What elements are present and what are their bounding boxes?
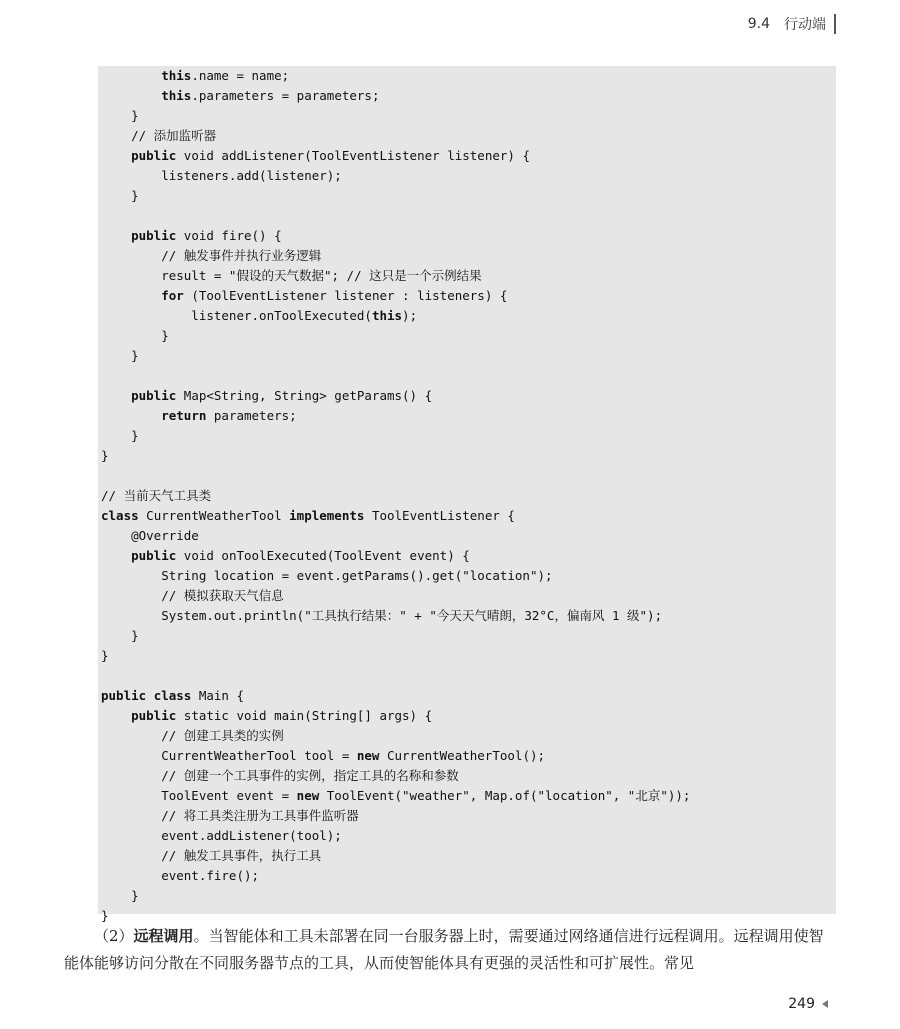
- code-line: public void onToolExecuted(ToolEvent event) {: [131, 548, 470, 563]
- page-marker-icon: [822, 1000, 828, 1008]
- code-line: }: [101, 908, 109, 923]
- code-line: // 触发工具事件，执行工具: [101, 848, 322, 863]
- code-line: // 触发事件并执行业务逻辑: [101, 248, 322, 263]
- code-line: String location = event.getParams().get("location");: [101, 568, 553, 583]
- code-line: for (ToolEventListener listener : listeners) {: [161, 288, 508, 303]
- running-header: [748, 14, 836, 34]
- code-line: [101, 206, 690, 226]
- code-line: }: [101, 108, 139, 123]
- code-line: listener.onToolExecuted(this);: [101, 308, 418, 323]
- code-line: }: [101, 348, 139, 363]
- paragraph-text: 。当智能体和工具未部署在同一台服务器上时，需要通过网络通信进行远程调用。远程调用使智能体能够访问分散在不同服务器节点的工具，从而使智能体具有更强的灵活性和可扩展性。常见: [64, 927, 824, 972]
- code-line: }: [101, 628, 139, 643]
- page-number: 249: [788, 996, 815, 1012]
- code-line: result = "假设的天气数据"; // 这只是一个示例结果: [101, 268, 482, 283]
- section-title: 行动端: [784, 17, 826, 33]
- code-line: }: [101, 448, 109, 463]
- code-line: // 当前天气工具类: [101, 488, 212, 503]
- code-line: public void fire() {: [131, 228, 282, 243]
- paragraph-term: 远程调用: [133, 927, 194, 945]
- code-line: [101, 466, 690, 486]
- page-footer: [788, 996, 828, 1012]
- code-line: }: [101, 188, 139, 203]
- code-line: // 将工具类注册为工具事件监听器: [101, 808, 359, 823]
- header-divider: [834, 14, 836, 34]
- code-block: [98, 66, 836, 923]
- code-line: public Map<String, String> getParams() {: [131, 388, 433, 403]
- code-line: return parameters;: [161, 408, 297, 423]
- code-line: // 创建一个工具事件的实例，指定工具的名称和参数: [101, 768, 459, 783]
- code-line: this.name = name;: [161, 68, 290, 83]
- code-line: // 模拟获取天气信息: [101, 588, 284, 603]
- code-line: }: [101, 648, 109, 663]
- code-line: [101, 366, 690, 386]
- code-line: public class Main {: [101, 688, 245, 703]
- code-line: listeners.add(listener);: [101, 168, 342, 183]
- code-line: }: [101, 888, 139, 903]
- code-line: // 添加监听器: [101, 128, 217, 143]
- code-line: [101, 666, 690, 686]
- code-line: @Override: [101, 528, 199, 543]
- code-listing: [101, 66, 690, 926]
- code-line: ToolEvent event = new ToolEvent("weather", Map.of("location", "北京"));: [101, 788, 691, 803]
- code-line: this.parameters = parameters;: [161, 88, 380, 103]
- code-line: event.fire();: [101, 868, 260, 883]
- code-line: System.out.println("工具执行结果：" + "今天天气晴朗，32°C，偏南风 1 级");: [101, 608, 663, 623]
- code-line: class CurrentWeatherTool implements ToolEventListener {: [101, 508, 515, 523]
- section-number: 9.4: [747, 16, 770, 32]
- code-line: }: [101, 328, 169, 343]
- code-line: event.addListener(tool);: [101, 828, 342, 843]
- code-line: }: [101, 428, 139, 443]
- code-line: public static void main(String[] args) {: [131, 708, 433, 723]
- code-line: public void addListener(ToolEventListener listener) {: [131, 148, 530, 163]
- code-line: // 创建工具类的实例: [101, 728, 284, 743]
- code-line: CurrentWeatherTool tool = new CurrentWeatherTool();: [101, 748, 546, 763]
- paragraph-number: （2）: [94, 927, 134, 945]
- body-paragraph: [64, 923, 836, 977]
